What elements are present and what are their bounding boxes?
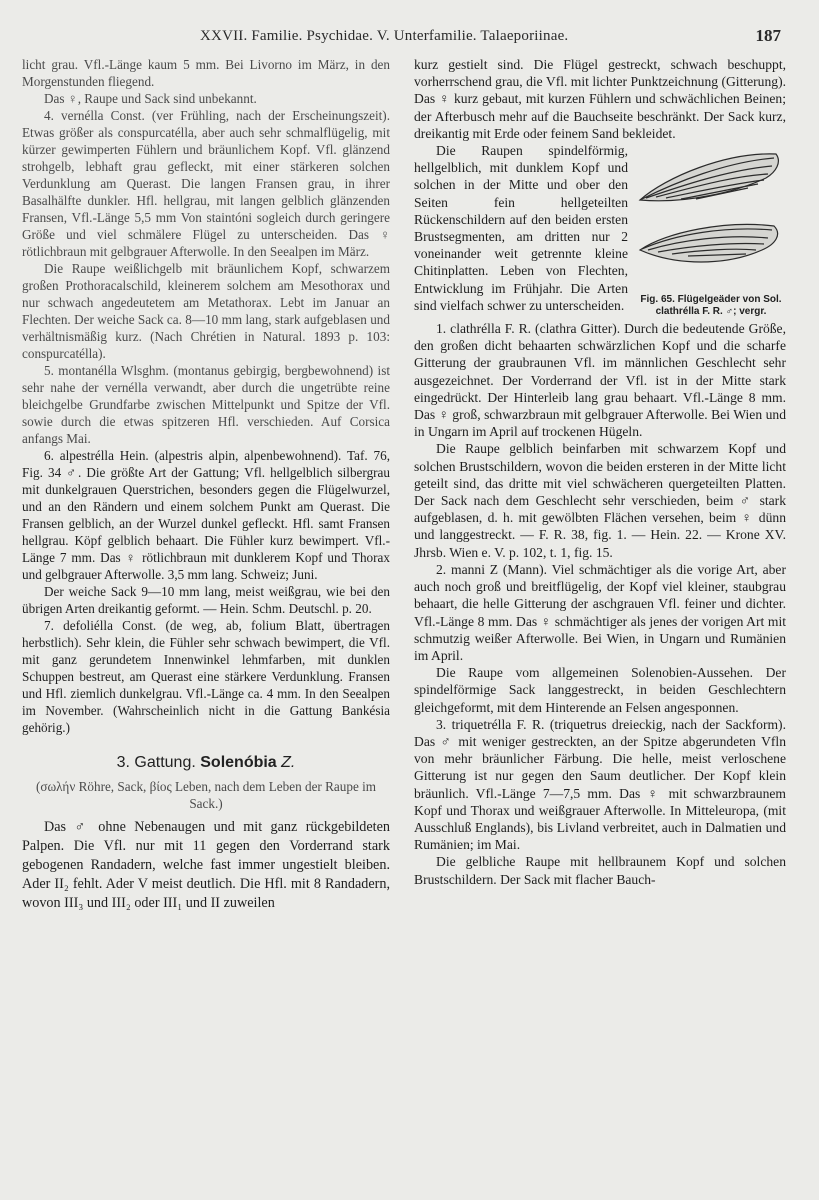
paragraph: Die Raupe gelblich beinfarben mit schwarzem Kopf und solchen Brustschildern, wovon die beiden ersteren in der Mitte licht geteilt sind, das dritte mit viel schwächeren quergeteilten Platten. Der Sack nach dem Geschlecht sehr verschieden, beim ♂ stark aufgeblasen, d. h. mit gewölbten Flächen versehen, beim ♀ dünn und langgestreckt. — F. R. 38, fig. 1. — Hein. 22. — Krone XV. Jhrsb. Wien e. V. p. 102, t. 1, fig. 15. <box>414 441 786 560</box>
genus-name: Solenóbia <box>200 754 277 771</box>
left-column <box>22 56 390 913</box>
wing-venation-figure <box>636 142 786 318</box>
paragraph: Der weiche Sack 9—10 mm lang, meist weißgrau, wie bei den übrigen Arten dreikantig geformt. — Hein. Schm. Deutschl. p. 20. <box>22 584 390 616</box>
genus-number: 3. Gattung. <box>116 754 196 771</box>
species-entry-montanella: 5. montanélla Wlsghm. (montanus gebirgig, bergbewohnend) ist sehr nahe der vernélla verwandt, aber durch die ungetrübte reine bleichgelbe Grundfarbe zwischen Mittelpunkt und Spitze der Vfl. sowie durch die etwas spitzeren Hfl. verschieden. Auf Corsica anfangs Mai. <box>22 363 390 446</box>
species-entry-clathrella: 1. clathrélla F. R. (clathra Gitter). Durch die bedeutende Größe, den großen dicht behaarten schwärzlichen Kopf und die scharfe Gitterung der graubraunen Vfl. im männlichen Geschlecht sehr ausgezeichnet. Der Vorderrand der Vfl. ist in der Mitte stark eingedrückt. Der Hinterleib lang grau behaart. Vfl.-Länge 8 mm. Das ♀ groß, schwarzbraun mit gelbgrauer Afterwolle. Bei Wien und in Ungarn im April auf trockenen Hügeln. <box>414 321 786 440</box>
paragraph: Das ♀, Raupe und Sack sind unbekannt. <box>44 91 257 106</box>
page-header <box>0 22 819 48</box>
genus-author: Z. <box>281 754 296 771</box>
paragraph: Die gelbliche Raupe mit hellbraunem Kopf und solchen Brustschildern. Der Sack mit flacher Bauch- <box>414 854 786 887</box>
species-entry-defoliella: 7. defoliélla Const. (de weg, ab, folium Blatt, übertragen herbstlich). Sehr klein, die Fühler sehr schwach bewimpert, die Vfl. mit ganz gerundetem Innenwinkel lehmfarben, mit dunklen Schuppen bestreut, am Querast eine stärkere Verdunklung. Fransen und Hfl. ziemlich dunkelgrau. Vfl.-Länge ca. 4 mm. In den Seealpen im November. (Wahrscheinlich nicht in die Gattung Bankésia gehörig.) <box>22 618 390 735</box>
paragraph: licht grau. Vfl.-Länge kaum 5 mm. Bei Livorno im März, in den Morgenstunden fliegend. <box>22 57 390 89</box>
right-column <box>414 56 786 888</box>
species-entry-vernella: 4. vernélla Const. (ver Frühling, nach der Erscheinungszeit). Etwas größer als conspurcatélla, aber auch sehr schmalflügelig, mit kürzer gewimperten Fühlern und bräunlichem Kopf. Vfl. glänzend strohgelb, lebhaft grau gefleckt, mit einer stärkeren solchen Verdunklung am Querast. Die langen Fransen grau, in ihrer Basalhälfte dunkler. Hfl. hellgrau, mit langen gelblich glänzenden Fransen, Vfl.-Länge 5,5 mm Von staintóni sogleich durch geringere Größe und viel schmälere Flügel zu unterscheiden. Das ♀ rötlichbraun mit gelbgrauer Afterwolle. In den Seealpen im März. <box>22 108 390 259</box>
genus-etymology: (σωλήν Röhre, Sack, βίος Leben, nach dem Leben der Raupe im Sack.) <box>35 779 377 811</box>
page-number: 187 <box>755 26 781 45</box>
paragraph: Die Raupe vom allgemeinen Solenobien-Aussehen. Der spindelförmige Sack langgestreckt, in beiden Geschlechtern gleichgeformt, mit dem Hinterende an Felsen angesponnen. <box>414 665 786 715</box>
species-entry-triquetrella: 3. triquetrélla F. R. (triquetrus dreieckig, nach der Sackform). Das ♂ mit weniger gestreckten, an der Spitze abgerundeten Vfln von mehr bräunlicher Färbung. Die helle, meist verloschene Gitterung ist nur gegen den Saum deutlicher. Der Kopf klein bräunlich. Vfl.-Länge 7—7,5 mm. Das ♀ mit schwarzbraunem Kopf und Thorax und weißgrauer Afterwolle. In Mitteleuropa, (mit Ausschluß Englands), bis Livland verbreitet, auch in Dalmatien und Rumänien; im Mai. <box>414 716 786 853</box>
wing-venation-image <box>636 142 786 292</box>
paragraph: kurz gestielt sind. Die Flügel gestreckt, schwach beschuppt, vorherrschend grau, die Vfl. mit lichter Punktzeichnung (Gitterung). Das ♀ kurz gebaut, mit kurzen Fühlern und schwächlichen Beinen; der Afterbusch mehr auf die Bauchseite beschränkt. Der Sack kurz, dreikantig mit Erde oder feinem Sand bekleidet. <box>414 57 786 141</box>
paragraph: Die Raupe weißlichgelb mit bräunlichem Kopf, schwarzem großen Prothoracalschild, kleinerem solchem am Mesothorax und nur schwach angedeutetem am Metathorax. Lebt im Januar an Flechten. Der weiche Sack ca. 8—10 mm lang, stark aufgeblasen und verhältnismäßig kurz. (Nach Chrétien in Natural. 1893 p. 103: conspurcatélla). <box>22 261 390 361</box>
genus-description: Das ♂ ohne Nebenaugen und mit ganz rückgebildeten Palpen. Die Vfl. nur mit 11 gegen den Vorderrand stark gebogenen Randadern, welche fast immer ungestielt bleiben. Ader II₂ fehlt. Ader V meist deutlich. Die Hfl. mit 8 Randadern, wovon III₃ und III₂ oder III₁ und II zuweilen <box>22 819 390 911</box>
species-entry-manni: 2. manni Z (Mann). Viel schmächtiger als die vorige Art, aber auch noch groß und breitflügelig, der Kopf viel kleiner, staubgrau behaart, die helle Gitterung der aschgrauen Vfl. feiner und dichter. Vfl.-Länge 8 mm. Das ♀ schmächtiger als jenes der vorigen Art mit schmutzig weißer Afterwolle. Bei Wien, in Ungarn und Rumänien im April. <box>414 561 786 663</box>
figure-caption: Fig. 65. Flügelgeäder von Sol. clathrélla F. R. ♂; vergr. <box>640 294 782 318</box>
species-entry-alpestrella: 6. alpestrélla Hein. (alpestris alpin, alpenbewohnend). Taf. 76, Fig. 34 ♂. Die größte Art der Gattung; Vfl. hellgelblich silbergrau mit dunkelgrauen Querstrichen, besonders gegen die Flügelwurzel, und an den Rändern und einem solchem Punkt am Querast. Die Fransen gelblich, an der Wurzel dunkel gefleckt. Hfl. samt Fransen hellgrau. Köpf gelblich behaart. Die Fühler kurz bewimpert. Vfl.-Länge 7 mm. Das ♀ rötlichbraun mit dunklerem Kopf und Thorax und gelbgrauer Afterwolle. 3,5 mm lang. Schweiz; Juni. <box>22 448 390 582</box>
paragraph: Die Raupen spindelförmig, hellgelblich, mit dunklem Kopf und solchen in der Mitte und ober den Seiten fein hellgeteilten Rückenschildern auf den beiden ersten Brustsegmenten, am dritten nur 2 voneinander weit getrennte kleine Chitinplatten. Leben von Flechten, Entwicklung im Frühjahr. Die Arten sind vielfach schwer zu unterscheiden. <box>414 143 628 313</box>
running-head: XXVII. Familie. Psychidae. V. Unterfamilie. Talaeporiinae. <box>200 28 569 44</box>
genus-heading <box>22 754 390 772</box>
